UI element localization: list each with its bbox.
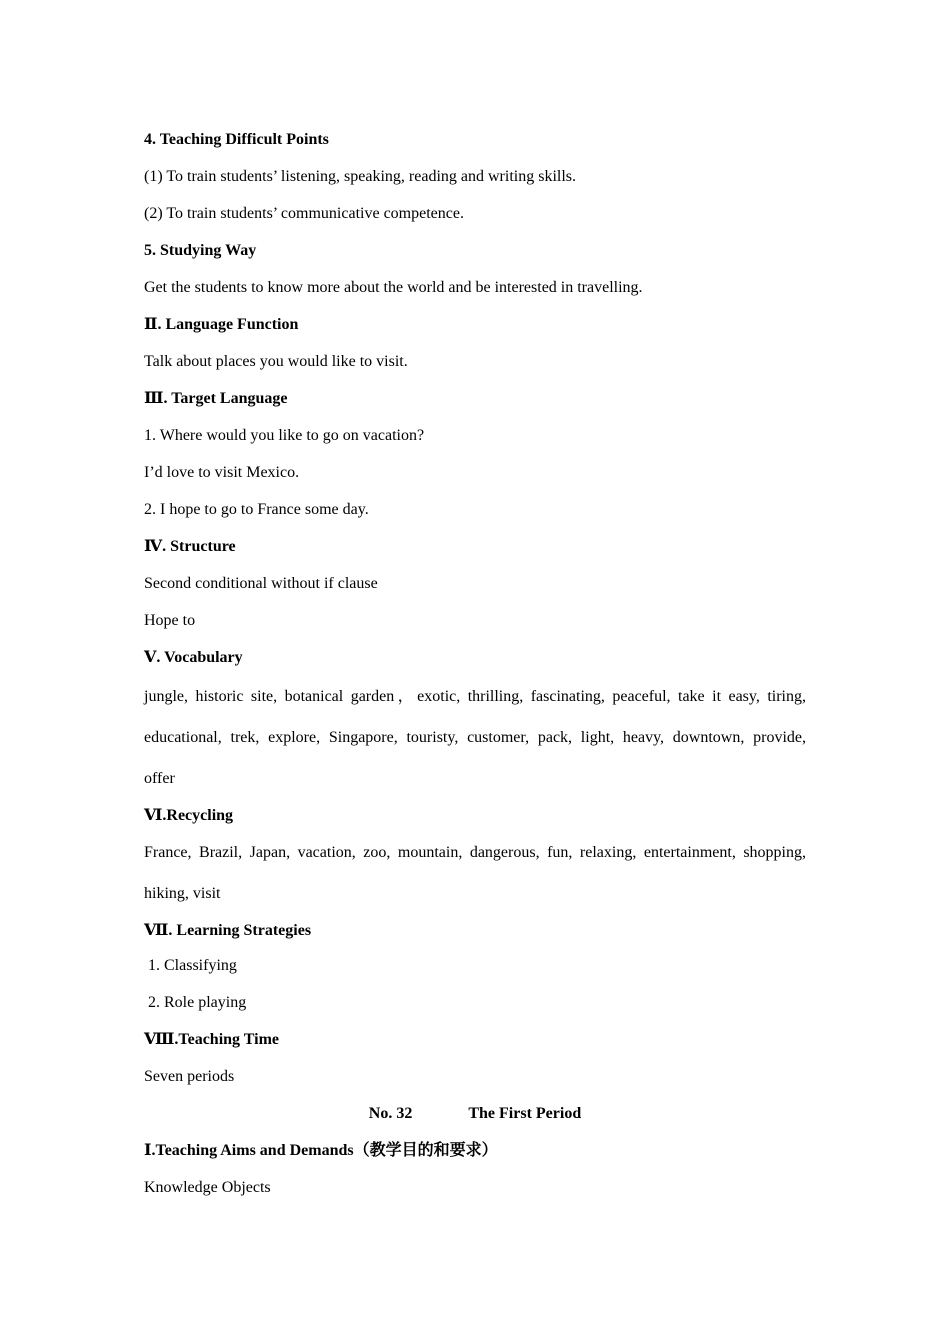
target-language-line-2: I’d love to visit Mexico. (144, 464, 300, 481)
structure-line-1: Second conditional without if clause (144, 575, 378, 592)
target-language-line-3: 2. I hope to go to France some day. (144, 501, 369, 518)
document-body (144, 121, 806, 1206)
section-heading-target-language: Ⅲ. Target Language (144, 390, 288, 407)
vocabulary-line-3: offer (144, 770, 175, 787)
vocabulary-line-1 (144, 676, 806, 717)
vocabulary-line-2 (144, 717, 806, 758)
section-heading-studying-way: 5. Studying Way (144, 242, 257, 259)
period-name: The First Period (468, 1105, 582, 1122)
section-heading-structure: Ⅳ. Structure (144, 538, 236, 555)
studying-way-text: Get the students to know more about the world and be interested in travelling. (144, 279, 643, 296)
period-title (144, 1095, 806, 1132)
teaching-aims-text: Knowledge Objects (144, 1179, 271, 1196)
recycling-line-1 (144, 832, 806, 873)
learning-strategy-2: 2. Role playing (148, 994, 247, 1011)
section-heading-vocabulary: Ⅴ. Vocabulary (144, 649, 243, 666)
difficult-point-1: (1) To train students’ listening, speaking, reading and writing skills. (144, 168, 576, 185)
section-heading-language-function: Ⅱ. Language Function (144, 316, 299, 333)
recycling-line-1-text: France, Brazil, Japan, vacation, zoo, mountain, dangerous, fun, relaxing, entertainment, shopping, (144, 844, 806, 861)
vocabulary-line-2-text: educational, trek, explore, Singapore, touristy, customer, pack, light, heavy, downtown, provide, (144, 729, 806, 746)
section-heading-recycling: Ⅵ.Recycling (144, 807, 234, 824)
period-number: No. 32 (368, 1105, 413, 1122)
target-language-line-1: 1. Where would you like to go on vacation? (144, 427, 425, 444)
section-heading-teaching-time: Ⅷ.Teaching Time (144, 1031, 280, 1048)
language-function-text: Talk about places you would like to visit. (144, 353, 408, 370)
section-heading-teaching-aims: Ⅰ.Teaching Aims and Demands（教学目的和要求） (144, 1142, 498, 1159)
vocabulary-line-1-text: jungle, historic site, botanical garden，exotic, thrilling, fascinating, peaceful, take it easy, tiring, (144, 688, 806, 705)
teaching-time-text: Seven periods (144, 1068, 235, 1085)
recycling-line-2: hiking, visit (144, 885, 221, 902)
structure-line-2: Hope to (144, 612, 196, 629)
section-heading-difficult-points: 4. Teaching Difficult Points (144, 131, 329, 148)
learning-strategy-1: 1. Classifying (148, 957, 237, 974)
difficult-point-2: (2) To train students’ communicative competence. (144, 205, 464, 222)
section-heading-learning-strategies: Ⅶ. Learning Strategies (144, 922, 312, 939)
